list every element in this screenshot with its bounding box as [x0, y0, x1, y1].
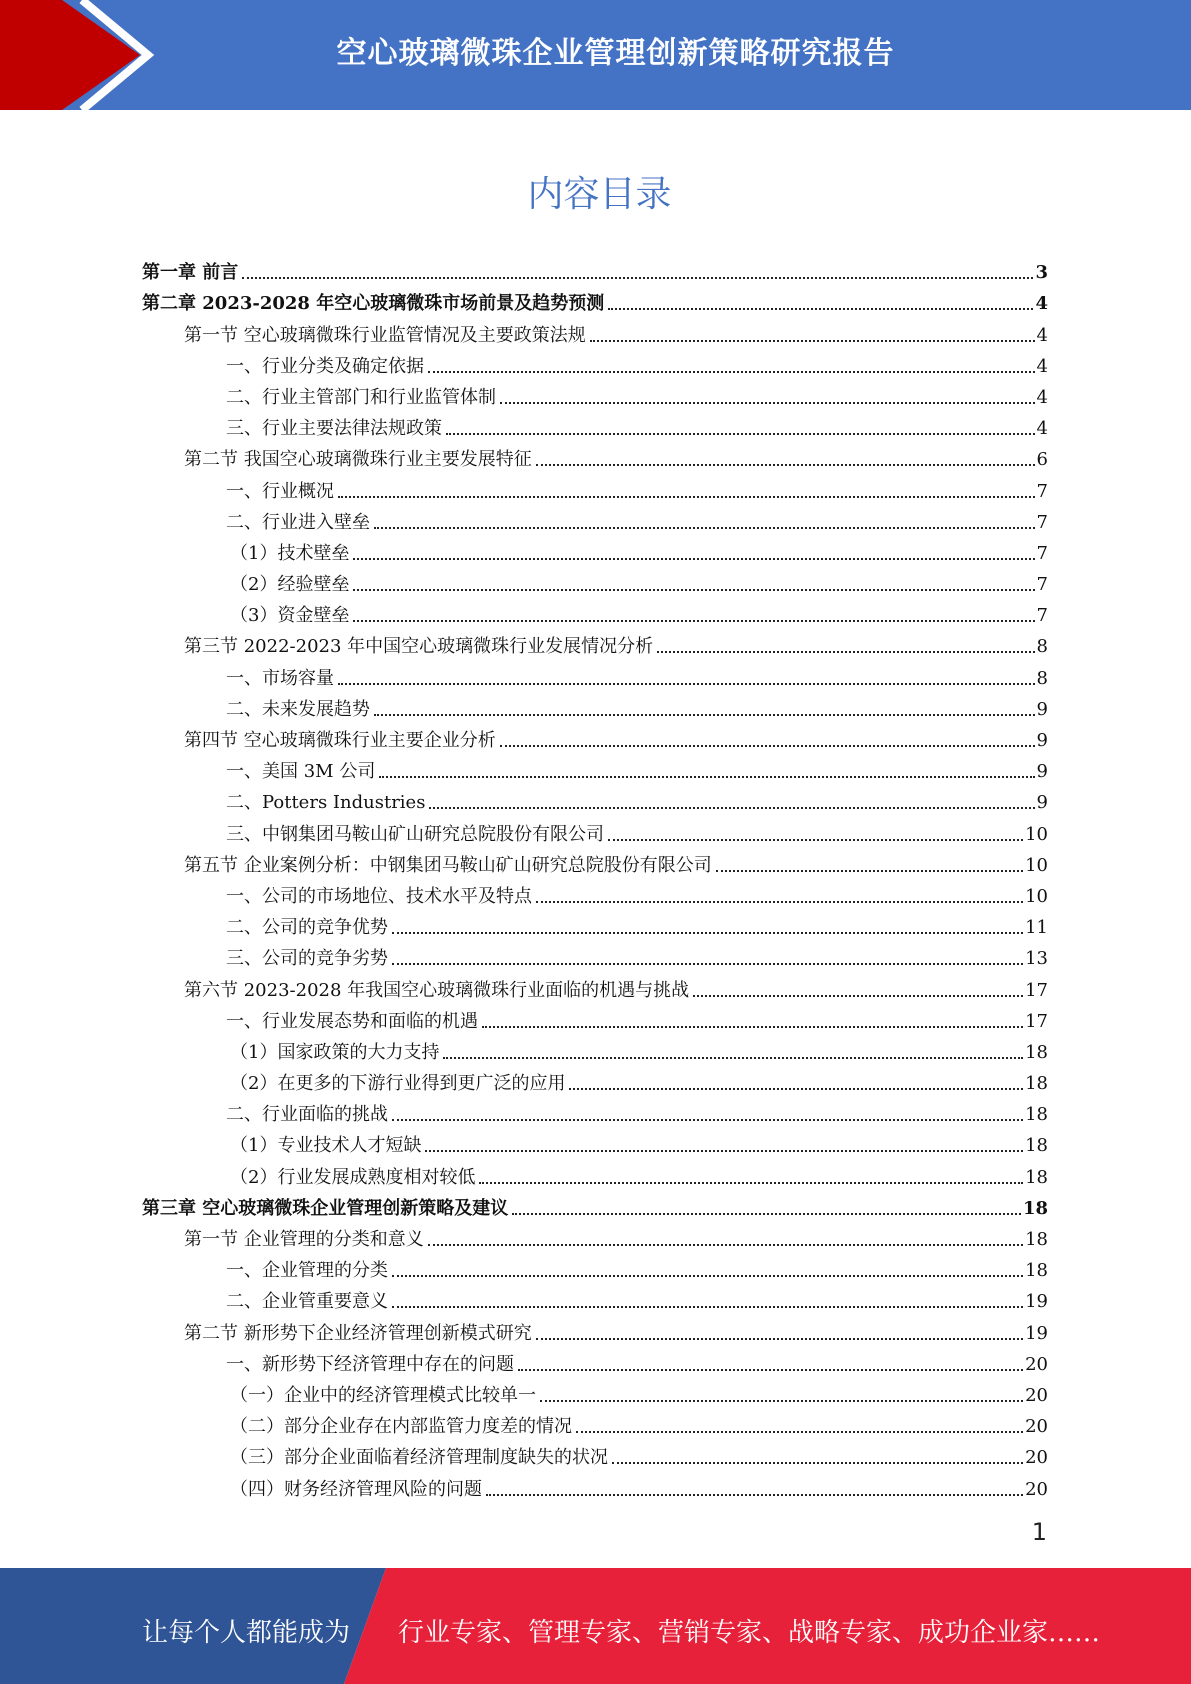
toc-dot-leader	[374, 527, 1035, 529]
toc-dot-leader	[536, 1338, 1023, 1340]
toc-entry-title: （二）部分企业存在内部监管力度差的情况	[230, 1416, 572, 1438]
toc-entry-page: 7	[1036, 542, 1048, 564]
toc-entry-page: 7	[1036, 605, 1048, 627]
toc-dot-leader	[482, 1026, 1023, 1028]
toc-dot-leader	[693, 995, 1023, 997]
toc-entry-page: 18	[1025, 1229, 1048, 1250]
toc-entry-title: 一、市场容量	[226, 667, 334, 689]
toc-dot-leader	[716, 870, 1023, 872]
toc-entry[interactable]	[142, 597, 1048, 628]
toc-entry-title: 第四节 空心玻璃微珠行业主要企业分析	[184, 730, 496, 751]
toc-entry-page: 8	[1036, 667, 1048, 689]
toc-entry-title: 一、行业概况	[226, 480, 334, 502]
toc-entry-page: 4	[1036, 324, 1048, 346]
toc-entry[interactable]	[142, 784, 1048, 815]
toc-entry[interactable]	[142, 909, 1048, 940]
toc-entry-page: 17	[1025, 979, 1048, 1001]
toc-dot-leader	[536, 464, 1035, 466]
page-number: 1	[1031, 1518, 1047, 1546]
toc-entry-title: 一、公司的市场地位、技术水平及特点	[226, 885, 532, 907]
toc-dot-leader	[428, 371, 1035, 373]
page-footer	[0, 1568, 1191, 1684]
page-header	[0, 0, 1191, 110]
toc-entry[interactable]	[142, 1346, 1048, 1377]
toc-dot-leader	[374, 714, 1035, 716]
toc-entry-title: 第五节 企业案例分析：中钢集团马鞍山矿山研究总院股份有限公司	[184, 854, 712, 876]
toc-entry[interactable]	[142, 1034, 1048, 1065]
toc-entry-title: 二、Potters Industries	[226, 792, 426, 814]
toc-entry-page: 17	[1025, 1010, 1048, 1032]
toc-entry[interactable]	[142, 1096, 1048, 1127]
toc-entry-title: 三、行业主要法律法规政策	[226, 418, 442, 440]
toc-entry-title: 第三节 2022-2023 年中国空心玻璃微珠行业发展情况分析	[184, 636, 654, 658]
toc-dot-leader	[338, 683, 1035, 685]
toc-entry-page: 18	[1025, 1041, 1048, 1063]
toc-entry-page: 8	[1036, 636, 1048, 658]
toc-dot-leader	[428, 1244, 1023, 1246]
footer-slogan-right: 行业专家、管理专家、营销专家、战略专家、成功企业家……	[398, 1618, 1101, 1648]
toc-entry[interactable]	[142, 1252, 1048, 1283]
toc-dot-leader	[379, 776, 1034, 778]
toc-entry-title: 二、企业管重要意义	[226, 1291, 388, 1313]
toc-entry-page: 20	[1025, 1384, 1048, 1406]
toc-entry-page: 9	[1036, 730, 1048, 751]
toc-heading: 内容目录	[527, 174, 672, 215]
toc-dot-leader	[500, 745, 1035, 747]
toc-entry-title: 一、美国 3M 公司	[226, 761, 376, 783]
toc-entry-title: 三、公司的竞争劣势	[226, 948, 388, 970]
toc-entry[interactable]	[142, 1003, 1048, 1034]
toc-entry-page: 18	[1025, 1073, 1048, 1095]
report-title: 空心玻璃微珠企业管理创新策略研究报告	[336, 36, 895, 71]
toc-entry-title: （2）经验壁垒	[230, 574, 350, 596]
toc-entry[interactable]	[142, 285, 1048, 316]
toc-dot-leader	[612, 1462, 1023, 1464]
toc-entry[interactable]	[142, 441, 1048, 472]
toc-entry-title: 一、行业发展态势和面临的机遇	[226, 1010, 478, 1032]
toc-entry-page: 9	[1036, 698, 1048, 720]
toc-dot-leader	[392, 963, 1023, 965]
toc-entry-title: （1）国家政策的大力支持	[230, 1041, 440, 1063]
toc-entry-title: （2）在更多的下游行业得到更广泛的应用	[230, 1073, 566, 1095]
toc-dot-leader	[479, 1182, 1023, 1184]
toc-entry[interactable]	[142, 1283, 1048, 1314]
toc-entry-page: 13	[1025, 948, 1048, 970]
toc-entry-title: 第三章 空心玻璃微珠企业管理创新策略及建议	[142, 1197, 509, 1219]
toc-entry-title: （2）行业发展成熟度相对较低	[230, 1166, 476, 1188]
toc-dot-leader	[500, 402, 1035, 404]
toc-dot-leader	[540, 1400, 1023, 1402]
toc-entry-title: 第一章 前言	[142, 262, 239, 284]
toc-entry-title: （四）财务经济管理风险的问题	[230, 1478, 482, 1500]
toc-entry[interactable]	[142, 815, 1048, 846]
toc-dot-leader	[486, 1494, 1023, 1496]
toc-entry[interactable]	[142, 1221, 1048, 1252]
toc-entry-page: 9	[1036, 761, 1048, 783]
toc-dot-leader	[353, 589, 1034, 591]
toc-entry[interactable]	[142, 691, 1048, 722]
toc-entry-page: 9	[1036, 792, 1048, 814]
toc-dot-leader	[242, 277, 1033, 279]
toc-dot-leader	[429, 807, 1034, 809]
toc-entry-title: 第二节 我国空心玻璃微珠行业主要发展特征	[184, 449, 532, 471]
toc-entry[interactable]	[142, 878, 1048, 909]
toc-entry-title: 第六节 2023-2028 年我国空心玻璃微珠行业面临的机遇与挑战	[184, 979, 690, 1001]
toc-entry-title: （1）技术壁垒	[230, 542, 350, 564]
toc-entry-title: 三、中钢集团马鞍山矿山研究总院股份有限公司	[226, 823, 604, 845]
toc-entry[interactable]	[142, 1190, 1048, 1221]
toc-entry[interactable]	[142, 410, 1048, 441]
toc-entry[interactable]	[142, 348, 1048, 379]
toc-entry-page: 18	[1025, 1104, 1048, 1126]
footer-slogan-left: 让每个人都能成为	[142, 1618, 351, 1648]
toc-entry[interactable]	[142, 971, 1048, 1002]
toc-dot-leader	[518, 1369, 1023, 1371]
toc-entry-title: 第一节 空心玻璃微珠行业监管情况及主要政策法规	[184, 324, 586, 346]
toc-dot-leader	[590, 340, 1035, 342]
toc-dot-leader	[392, 932, 1023, 934]
toc-entry-title: 第二节 新形势下企业经济管理创新模式研究	[184, 1322, 532, 1344]
toc-dot-leader	[353, 620, 1034, 622]
toc-dot-leader	[536, 901, 1023, 903]
toc-entry[interactable]	[142, 535, 1048, 566]
toc-dot-leader	[608, 308, 1033, 310]
toc-entry[interactable]	[142, 847, 1048, 878]
toc-dot-leader	[392, 1119, 1023, 1121]
toc-entry[interactable]	[142, 1065, 1048, 1096]
toc-dot-leader	[353, 558, 1034, 560]
toc-entry-page: 7	[1036, 480, 1048, 502]
toc-entry-page: 11	[1025, 917, 1048, 939]
toc-entry-title: （三）部分企业面临着经济管理制度缺失的状况	[230, 1447, 608, 1469]
toc-entry-page: 18	[1025, 1260, 1048, 1282]
toc-entry-page: 18	[1025, 1135, 1048, 1157]
toc-dot-leader	[446, 433, 1035, 435]
toc-entry-title: 一、新形势下经济管理中存在的问题	[226, 1353, 514, 1375]
toc-entry-title: 二、行业进入壁垒	[226, 511, 370, 533]
toc-dot-leader	[392, 1275, 1023, 1277]
toc-entry[interactable]	[142, 1408, 1048, 1439]
toc-entry-page: 10	[1025, 854, 1048, 876]
toc-entry-page: 4	[1036, 386, 1048, 408]
toc-entry-page: 3	[1035, 262, 1048, 284]
toc-entry-page: 10	[1025, 885, 1048, 907]
toc-entry-title: 二、行业主管部门和行业监管体制	[226, 386, 496, 408]
toc-entry[interactable]	[142, 753, 1048, 784]
toc-dot-leader	[657, 651, 1034, 653]
toc-entry-page: 7	[1036, 511, 1048, 533]
toc-entry-page: 4	[1035, 293, 1048, 315]
toc-dot-leader	[443, 1057, 1023, 1059]
toc-entry-title: 二、公司的竞争优势	[226, 917, 388, 939]
toc-entry-page: 18	[1022, 1197, 1048, 1219]
toc-entry[interactable]	[142, 1127, 1048, 1158]
toc-dot-leader	[425, 1150, 1023, 1152]
toc-entry-page: 7	[1036, 574, 1048, 596]
toc-entry-page: 18	[1025, 1166, 1048, 1188]
toc-entry[interactable]	[142, 1314, 1048, 1345]
toc-entry[interactable]	[142, 940, 1048, 971]
toc-dot-leader	[576, 1431, 1023, 1433]
toc-entry-title: （一）企业中的经济管理模式比较单一	[230, 1384, 536, 1406]
toc-entry-title: 二、未来发展趋势	[226, 698, 370, 720]
toc-entry[interactable]	[142, 1439, 1048, 1470]
toc-dot-leader	[512, 1213, 1021, 1215]
toc-entry-page: 20	[1025, 1447, 1048, 1469]
toc-entry-page: 20	[1025, 1416, 1048, 1438]
toc-entry-title: 一、行业分类及确定依据	[226, 355, 424, 377]
toc-entry[interactable]	[142, 1470, 1048, 1501]
toc-entry-page: 19	[1025, 1291, 1048, 1313]
toc-entry[interactable]	[142, 254, 1048, 285]
toc-entry[interactable]	[142, 316, 1048, 347]
toc-dot-leader	[392, 1306, 1023, 1308]
toc-entry[interactable]	[142, 628, 1048, 659]
toc-dot-leader	[338, 496, 1035, 498]
toc-entry-page: 19	[1025, 1322, 1048, 1344]
toc-entry-page: 4	[1036, 355, 1048, 377]
toc-entry[interactable]	[142, 659, 1048, 690]
toc-entry-page: 20	[1025, 1353, 1048, 1375]
toc-entry-title: 一、企业管理的分类	[226, 1260, 388, 1282]
toc-entry[interactable]	[142, 722, 1048, 753]
toc-dot-leader	[569, 1088, 1023, 1090]
toc-entry-page: 6	[1036, 449, 1048, 471]
toc-entry-title: （3）资金壁垒	[230, 605, 350, 627]
toc-entry[interactable]	[142, 566, 1048, 597]
toc-entry-page: 4	[1036, 418, 1048, 440]
toc-entry-page: 10	[1025, 823, 1048, 845]
toc-entry-title: （1）专业技术人才短缺	[230, 1135, 422, 1157]
toc-entry-title: 第一节 企业管理的分类和意义	[184, 1229, 424, 1250]
toc-entry[interactable]	[142, 1377, 1048, 1408]
toc-entry[interactable]	[142, 472, 1048, 503]
toc-entry-title: 二、行业面临的挑战	[226, 1104, 388, 1126]
toc-entry[interactable]	[142, 379, 1048, 410]
toc-entry-title: 第二章 2023-2028 年空心玻璃微珠市场前景及趋势预测	[142, 293, 605, 315]
toc-entry[interactable]	[142, 1158, 1048, 1189]
toc-entry-page: 20	[1025, 1478, 1048, 1500]
table-of-contents	[142, 254, 1048, 1502]
toc-dot-leader	[608, 839, 1023, 841]
toc-entry[interactable]	[142, 504, 1048, 535]
